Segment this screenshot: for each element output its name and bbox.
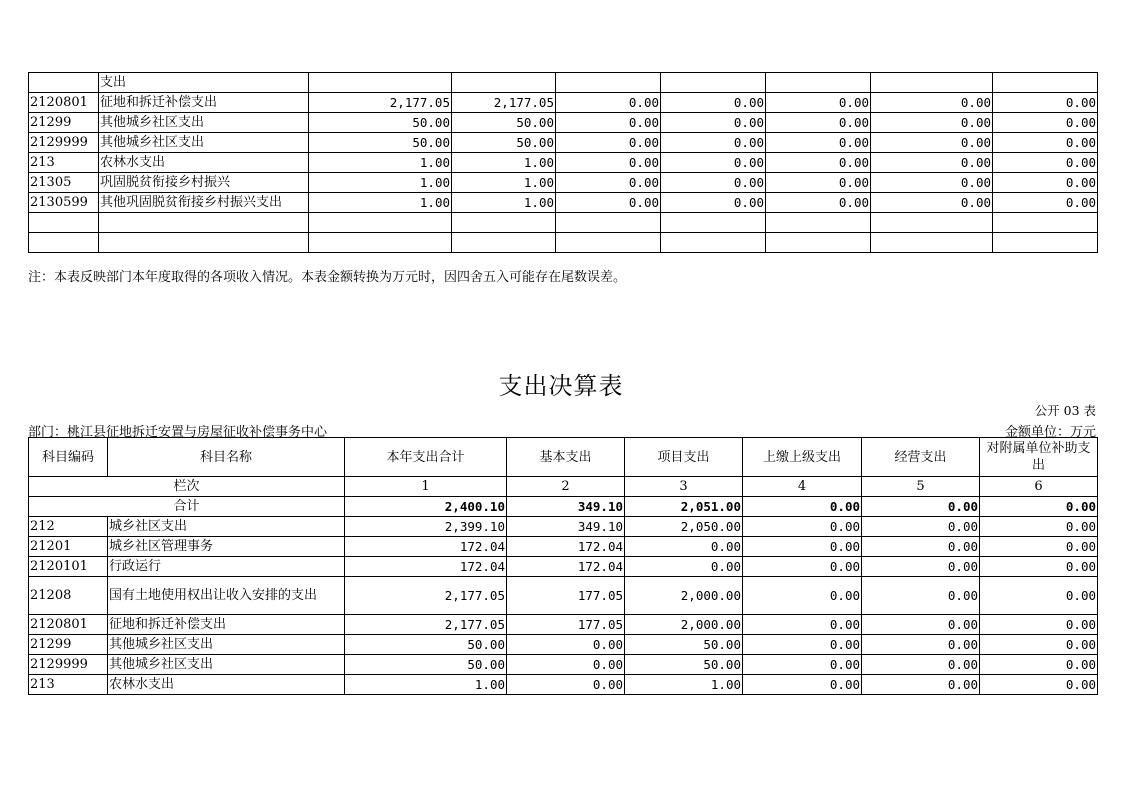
amount-cell: 50.00	[345, 655, 507, 675]
amount-cell	[766, 73, 871, 93]
table-row	[29, 173, 1098, 193]
amount-cell	[993, 233, 1098, 253]
subject-code-cell: 2130599	[29, 193, 99, 213]
amount-cell: 0.00	[980, 615, 1098, 635]
amount-cell: 0.00	[980, 675, 1098, 695]
table-row	[29, 615, 1098, 635]
total-amount-cell: 2,051.00	[625, 497, 743, 517]
column-header: 科目名称	[108, 438, 345, 477]
total-amount-cell: 349.10	[507, 497, 625, 517]
total-label: 合计	[29, 497, 345, 517]
amount-cell: 349.10	[507, 517, 625, 537]
amount-cell: 0.00	[871, 153, 993, 173]
subject-code-cell: 21305	[29, 173, 99, 193]
amount-cell: 50.00	[309, 133, 452, 153]
subject-code-cell: 213	[29, 153, 99, 173]
amount-cell: 2,050.00	[625, 517, 743, 537]
column-number: 5	[862, 477, 980, 497]
column-header: 科目编码	[29, 438, 108, 477]
subject-code-cell: 21208	[29, 577, 108, 615]
subject-name-cell: 国有土地使用权出让收入安排的支出	[108, 577, 345, 615]
amount-cell: 1.00	[452, 173, 556, 193]
subject-code-cell: 2120801	[29, 615, 108, 635]
amount-cell: 0.00	[661, 153, 766, 173]
subject-name-cell: 农林水支出	[108, 675, 345, 695]
amount-cell: 50.00	[625, 635, 743, 655]
amount-cell	[871, 213, 993, 233]
amount-cell: 0.00	[766, 113, 871, 133]
table-row	[29, 233, 1098, 253]
amount-cell	[871, 73, 993, 93]
amount-cell: 172.04	[507, 537, 625, 557]
amount-cell: 50.00	[625, 655, 743, 675]
amount-cell	[452, 213, 556, 233]
amount-cell: 0.00	[743, 615, 862, 635]
subject-code-cell: 2129999	[29, 133, 99, 153]
amount-cell	[309, 233, 452, 253]
amount-cell	[766, 233, 871, 253]
subject-name-cell	[99, 233, 309, 253]
table-row	[29, 635, 1098, 655]
table-row	[29, 675, 1098, 695]
amount-cell: 0.00	[862, 615, 980, 635]
subject-name-cell: 城乡社区支出	[108, 517, 345, 537]
subject-code-cell: 2120101	[29, 557, 108, 577]
table-row	[29, 213, 1098, 233]
column-header: 基本支出	[507, 438, 625, 477]
page-title: 支出决算表	[498, 372, 624, 400]
amount-cell: 0.00	[766, 153, 871, 173]
amount-cell: 0.00	[766, 173, 871, 193]
amount-cell: 0.00	[556, 113, 661, 133]
subject-code-cell: 21299	[29, 635, 108, 655]
subject-name-cell: 其他城乡社区支出	[108, 635, 345, 655]
amount-cell: 0.00	[993, 113, 1098, 133]
amount-cell: 0.00	[556, 133, 661, 153]
amount-cell: 0.00	[743, 577, 862, 615]
subject-code-cell: 21299	[29, 113, 99, 133]
amount-cell: 0.00	[625, 537, 743, 557]
amount-cell: 0.00	[993, 193, 1098, 213]
subject-name-cell: 其他巩固脱贫衔接乡村振兴支出	[99, 193, 309, 213]
form-number: 公开 03 表	[1034, 403, 1096, 418]
amount-cell	[871, 233, 993, 253]
amount-cell: 0.00	[766, 193, 871, 213]
expense-table	[28, 437, 1098, 695]
amount-cell: 50.00	[309, 113, 452, 133]
table-row	[29, 517, 1098, 537]
table-row	[29, 655, 1098, 675]
subject-name-cell: 行政运行	[108, 557, 345, 577]
column-number: 2	[507, 477, 625, 497]
table-row	[29, 193, 1098, 213]
subject-code-cell: 21201	[29, 537, 108, 557]
amount-cell: 2,399.10	[345, 517, 507, 537]
department-label: 部门：桃江县征地拆迁安置与房屋征收补偿事务中心	[28, 425, 328, 440]
amount-cell	[309, 213, 452, 233]
table-row	[29, 133, 1098, 153]
amount-cell: 0.00	[862, 557, 980, 577]
amount-cell	[452, 233, 556, 253]
amount-cell	[661, 73, 766, 93]
subject-name-cell: 其他城乡社区支出	[99, 113, 309, 133]
subject-name-cell: 其他城乡社区支出	[99, 133, 309, 153]
amount-cell: 0.00	[743, 537, 862, 557]
amount-cell	[556, 73, 661, 93]
amount-cell: 0.00	[743, 675, 862, 695]
amount-cell: 0.00	[743, 517, 862, 537]
amount-cell: 0.00	[743, 655, 862, 675]
amount-cell: 0.00	[507, 675, 625, 695]
amount-cell: 2,177.05	[345, 615, 507, 635]
subject-code-cell: 212	[29, 517, 108, 537]
column-header: 本年支出合计	[345, 438, 507, 477]
table-row	[29, 557, 1098, 577]
amount-cell: 0.00	[556, 193, 661, 213]
subject-code-cell	[29, 73, 99, 93]
amount-cell: 0.00	[661, 133, 766, 153]
amount-cell: 50.00	[345, 635, 507, 655]
amount-cell: 0.00	[766, 93, 871, 113]
table-row	[29, 577, 1098, 615]
amount-cell: 1.00	[309, 173, 452, 193]
table-row	[29, 73, 1098, 93]
amount-cell: 2,177.05	[452, 93, 556, 113]
amount-cell	[993, 213, 1098, 233]
amount-cell: 0.00	[871, 193, 993, 213]
amount-cell: 0.00	[862, 517, 980, 537]
amount-cell: 0.00	[661, 113, 766, 133]
amount-cell	[556, 233, 661, 253]
amount-cell	[452, 73, 556, 93]
amount-cell: 0.00	[743, 635, 862, 655]
amount-cell: 0.00	[871, 93, 993, 113]
amount-cell: 0.00	[556, 93, 661, 113]
amount-cell: 0.00	[507, 635, 625, 655]
unit-label: 金额单位：万元	[1004, 425, 1096, 440]
amount-cell: 0.00	[862, 675, 980, 695]
subject-code-cell	[29, 233, 99, 253]
amount-cell: 172.04	[345, 557, 507, 577]
amount-cell: 2,177.05	[345, 577, 507, 615]
column-header: 对附属单位补助支出	[980, 438, 1098, 477]
amount-cell: 1.00	[452, 153, 556, 173]
amount-cell: 0.00	[661, 93, 766, 113]
amount-cell: 0.00	[980, 537, 1098, 557]
amount-cell: 0.00	[980, 577, 1098, 615]
amount-cell: 0.00	[980, 655, 1098, 675]
table-row	[29, 537, 1098, 557]
column-number: 6	[980, 477, 1098, 497]
amount-cell: 50.00	[452, 113, 556, 133]
total-amount-cell: 0.00	[862, 497, 980, 517]
subject-name-cell: 征地和拆迁补偿支出	[108, 615, 345, 635]
amount-cell: 0.00	[980, 635, 1098, 655]
amount-cell: 0.00	[871, 113, 993, 133]
table-note: 注：本表反映部门本年度取得的各项收入情况。本表金额转换为万元时，因四舍五入可能存在尾数误差。	[28, 270, 627, 285]
amount-cell	[766, 213, 871, 233]
column-number: 3	[625, 477, 743, 497]
amount-cell: 0.00	[507, 655, 625, 675]
subject-name-cell: 其他城乡社区支出	[108, 655, 345, 675]
amount-cell: 0.00	[862, 635, 980, 655]
amount-cell: 0.00	[661, 173, 766, 193]
amount-cell	[661, 213, 766, 233]
amount-cell: 1.00	[345, 675, 507, 695]
amount-cell: 1.00	[309, 193, 452, 213]
amount-cell: 177.05	[507, 577, 625, 615]
amount-cell: 2,000.00	[625, 577, 743, 615]
subject-name-cell: 征地和拆迁补偿支出	[99, 93, 309, 113]
amount-cell: 1.00	[452, 193, 556, 213]
column-number: 1	[345, 477, 507, 497]
amount-cell: 0.00	[993, 173, 1098, 193]
amount-cell: 0.00	[625, 557, 743, 577]
amount-cell: 0.00	[862, 577, 980, 615]
amount-cell: 0.00	[993, 133, 1098, 153]
amount-cell: 2,000.00	[625, 615, 743, 635]
amount-cell: 0.00	[871, 173, 993, 193]
column-header: 项目支出	[625, 438, 743, 477]
table-row	[29, 113, 1098, 133]
subject-name-cell	[99, 213, 309, 233]
subject-name-cell: 城乡社区管理事务	[108, 537, 345, 557]
amount-cell: 0.00	[871, 133, 993, 153]
amount-cell: 1.00	[309, 153, 452, 173]
amount-cell	[993, 73, 1098, 93]
amount-cell: 0.00	[862, 537, 980, 557]
column-number: 4	[743, 477, 862, 497]
amount-cell: 177.05	[507, 615, 625, 635]
total-row	[29, 497, 1098, 517]
subject-code-cell: 213	[29, 675, 108, 695]
column-header: 上缴上级支出	[743, 438, 862, 477]
amount-cell: 0.00	[980, 557, 1098, 577]
amount-cell: 0.00	[556, 173, 661, 193]
amount-cell: 0.00	[661, 193, 766, 213]
column-number-row	[29, 477, 1098, 497]
subject-code-cell: 2120801	[29, 93, 99, 113]
subject-name-cell: 巩固脱贫衔接乡村振兴	[99, 173, 309, 193]
header-row	[29, 438, 1098, 477]
amount-cell: 0.00	[766, 133, 871, 153]
amount-cell: 0.00	[993, 153, 1098, 173]
amount-cell: 2,177.05	[309, 93, 452, 113]
subject-name-cell: 支出	[99, 73, 309, 93]
amount-cell: 0.00	[980, 517, 1098, 537]
amount-cell: 172.04	[345, 537, 507, 557]
amount-cell: 1.00	[625, 675, 743, 695]
column-number-label: 栏次	[29, 477, 345, 497]
total-amount-cell: 0.00	[743, 497, 862, 517]
subject-code-cell: 2129999	[29, 655, 108, 675]
subject-code-cell	[29, 213, 99, 233]
income-table-continuation	[28, 72, 1098, 253]
column-header: 经营支出	[862, 438, 980, 477]
amount-cell	[309, 73, 452, 93]
amount-cell: 0.00	[743, 557, 862, 577]
amount-cell: 0.00	[862, 655, 980, 675]
total-amount-cell: 2,400.10	[345, 497, 507, 517]
subject-name-cell: 农林水支出	[99, 153, 309, 173]
amount-cell: 172.04	[507, 557, 625, 577]
amount-cell	[661, 233, 766, 253]
table-row	[29, 93, 1098, 113]
total-amount-cell: 0.00	[980, 497, 1098, 517]
table-row	[29, 153, 1098, 173]
amount-cell: 0.00	[556, 153, 661, 173]
amount-cell: 50.00	[452, 133, 556, 153]
amount-cell	[556, 213, 661, 233]
amount-cell: 0.00	[993, 93, 1098, 113]
